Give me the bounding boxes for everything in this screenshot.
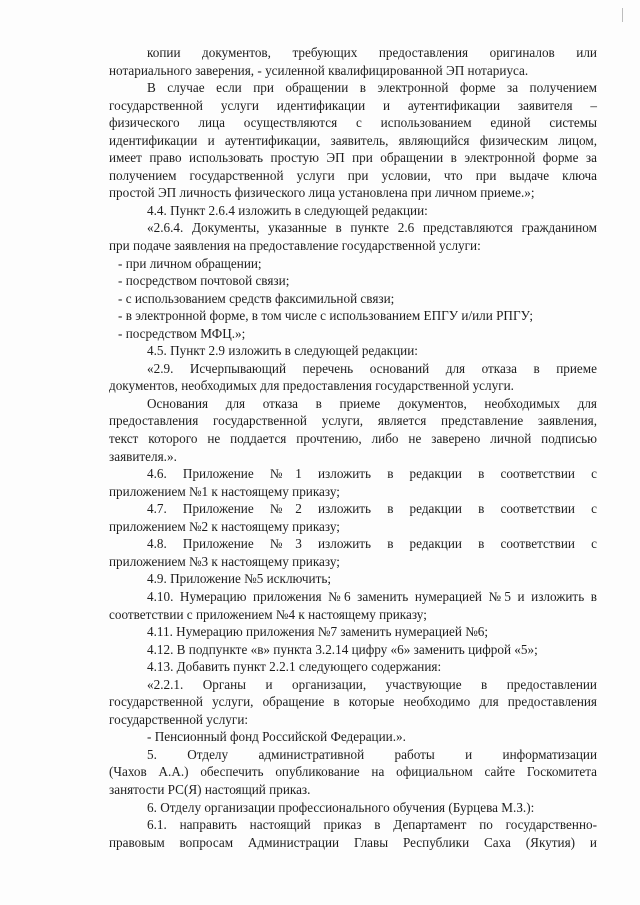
text-line: Основания для отказа в приеме документов, необходимых для bbox=[147, 395, 597, 411]
text-line: идентификации и аутентификации, заявитель, являющийся физическим лицом, bbox=[109, 132, 597, 148]
text-line: 4.11. Нумерацию приложения №7 заменить нумерацией №6; bbox=[147, 624, 489, 640]
text-line: документов, необходимых для предоставления государственной услуги. bbox=[109, 378, 514, 394]
text-line: - посредством почтовой связи; bbox=[118, 273, 290, 289]
text-line: 4.12. В подпункте «в» пункта 3.2.14 цифру «6» заменить цифрой «5»; bbox=[147, 641, 538, 657]
text-line: правовым вопросам Администрации Главы Республики Саха (Якутия) и bbox=[109, 834, 597, 850]
text-line: «2.9. Исчерпывающий перечень оснований для отказа в приеме bbox=[147, 360, 597, 376]
text-line: (Чахов А.А.) обеспечить опубликование на официальном сайте Госкомитета bbox=[109, 764, 597, 780]
text-line: государственной услуги: bbox=[109, 711, 249, 727]
text-line: занятости РС(Я) настоящий приказ. bbox=[109, 781, 311, 797]
text-line: приложением №3 к настоящему приказу; bbox=[109, 553, 340, 569]
text-line: текст которого не поддается прочтению, либо не заверено личной подписью bbox=[109, 431, 597, 447]
document-body bbox=[109, 44, 597, 851]
text-line: В случае если при обращении в электронной форме за получением bbox=[147, 80, 597, 96]
text-line: - посредством МФЦ.»; bbox=[118, 325, 246, 341]
text-line: 4.4. Пункт 2.6.4 изложить в следующей редакции: bbox=[147, 202, 428, 218]
text-line: 4.13. Добавить пункт 2.2.1 следующего содержания: bbox=[147, 659, 442, 675]
text-line: 4.8. Приложение №3 изложить в редакции в соответствии с bbox=[147, 536, 597, 552]
text-line: приложением №2 к настоящему приказу; bbox=[109, 518, 340, 534]
text-line: государственной услуги, обращение в которые необходимо для предоставления bbox=[109, 694, 597, 710]
text-line: заявителя.». bbox=[109, 448, 177, 464]
text-line: копии документов, требующих предоставления оригиналов или bbox=[147, 45, 597, 60]
text-line: 4.9. Приложение №5 исключить; bbox=[147, 571, 332, 587]
text-line: при подаче заявления на предоставление государственной услуги: bbox=[109, 238, 481, 254]
text-line: получением государственной услуги при условии, что при выдаче ключа bbox=[109, 167, 597, 183]
text-line: - в электронной форме, в том числе с использованием ЕПГУ и/или РПГУ; bbox=[118, 308, 534, 324]
text-line: «2.2.1. Органы и организации, участвующие в предоставлении bbox=[147, 676, 597, 692]
text-line: «2.6.4. Документы, указанные в пункте 2.6 представляются гражданином bbox=[147, 220, 597, 236]
text-line: физического лица осуществляются с использованием единой системы bbox=[109, 115, 597, 131]
text-line: - Пенсионный фонд Российской Федерации.». bbox=[147, 729, 406, 745]
scan-edge-mark bbox=[622, 8, 623, 22]
text-line: 6. Отделу организации профессионального обучения (Бурцева М.З.): bbox=[147, 799, 535, 815]
text-line: 5. Отделу административной работы и информатизации bbox=[147, 746, 597, 762]
text-line: 4.7. Приложение №2 изложить в редакции в соответствии с bbox=[147, 501, 597, 517]
text-line: 4.5. Пункт 2.9 изложить в следующей редакции: bbox=[147, 343, 418, 359]
text-line: - при личном обращении; bbox=[118, 255, 262, 271]
text-line: 4.6. Приложение №1 изложить в редакции в соответствии с bbox=[147, 466, 597, 482]
text-line: приложением №1 к настоящему приказу; bbox=[109, 483, 340, 499]
text-line: имеет право использовать простую ЭП при обращении в электронной форме за bbox=[109, 150, 597, 166]
text-line: 4.10. Нумерацию приложения №6 заменить нумерацией №5 и изложить в bbox=[147, 588, 597, 604]
text-line: соответствии с приложением №4 к настоящему приказу; bbox=[109, 606, 427, 622]
text-line: государственной услуги идентификации и аутентификации заявителя – bbox=[109, 97, 597, 113]
text-line: 6.1. направить настоящий приказ в Департамент по государственно- bbox=[147, 817, 597, 833]
text-line: - с использованием средств факсимильной связи; bbox=[118, 290, 395, 306]
text-line: нотариального заверения, - усиленной квалифицированной ЭП нотариуса. bbox=[109, 62, 529, 78]
text-line: предоставления государственной услуги, является представление заявления, bbox=[109, 413, 597, 429]
text-line: простой ЭП личность физического лица установлена при личном приеме.»; bbox=[109, 185, 535, 201]
